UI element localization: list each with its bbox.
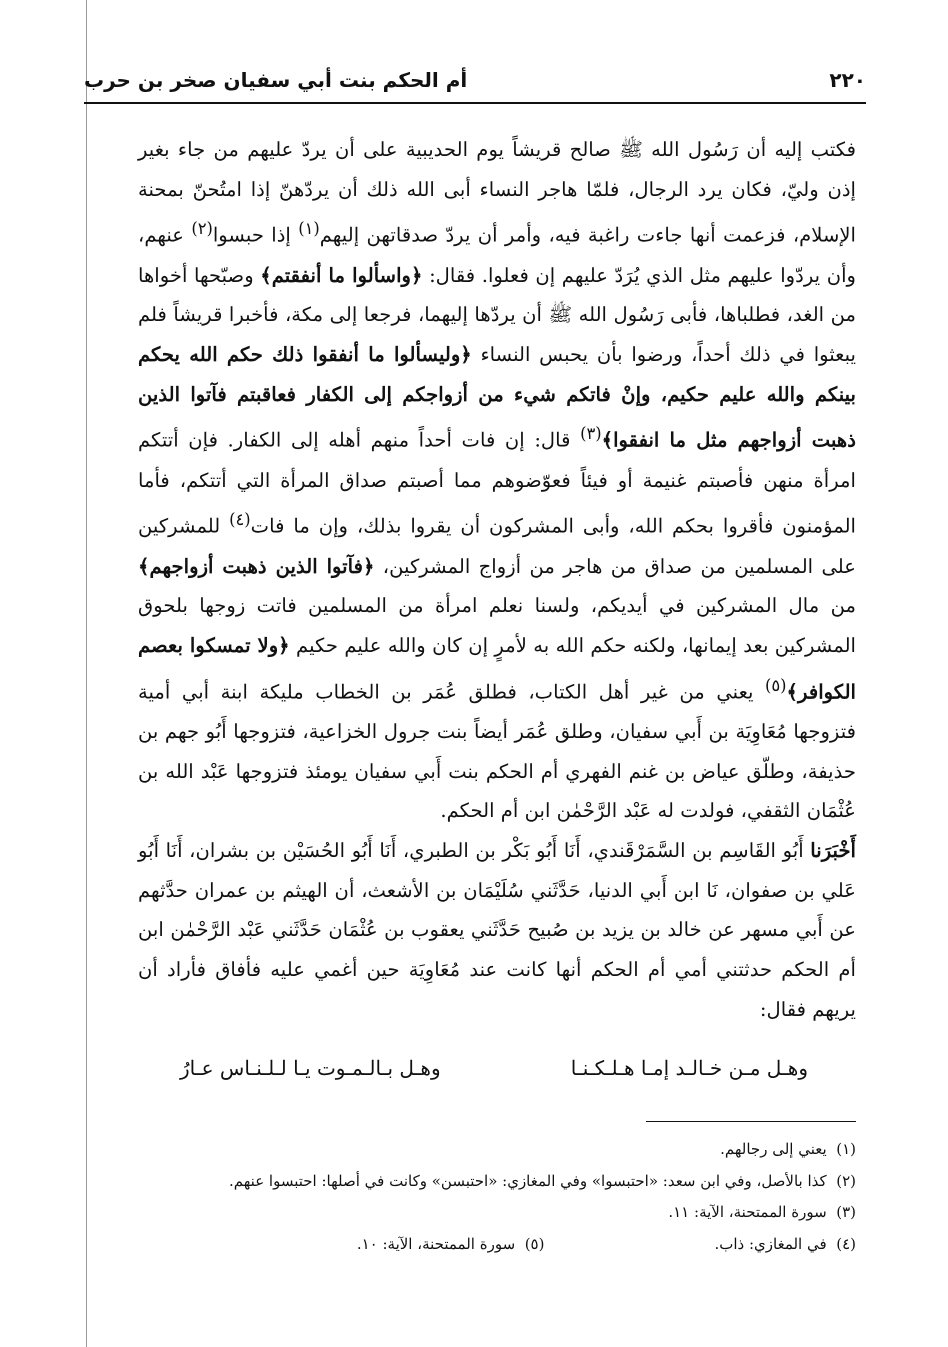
footnote-rule xyxy=(646,1121,856,1122)
footnote-ref-5: (٥) xyxy=(765,675,787,695)
text-span: يعني من غير أهل الكتاب، فطلق عُمَر بن الخطاب مليكة ابنة أبي أمية فتزوجها مُعَاوِيَة بن أَبي سفيان، وطلق عُمَر أيضاً بنت جرول الخزاعية، فتزوجها أَبُو جهم بن حذيفة، وطلّق عياض بن غنم الفهري أم الحكم بنت أَبي سفيان يومئذ فتزوجها عَبْد الله بن عُثْمَان الثقفي، فولدت له عَبْد الرَّحْمٰن ابن أم الحكم. xyxy=(138,680,856,823)
quran-quote: ﴿وليسألوا ما أنفقوا ذلك حكم الله يحكم بينكم والله عليم حكيم، وإنْ فاتكم شيء من أزواجكم إلى الكفار فعاقبتم فآتوا الذين ذهبت أزواجهم مثل ما انفقوا﴾ xyxy=(138,343,856,452)
footnote-number: (٣) xyxy=(836,1203,856,1221)
text-span: فكتب إليه أن رَسُول الله ﷺ صالح قريشاً يوم الحديبية على أن يردّ عليهم من جاء بغير إذن وليّ، فكان يرد الرجال، فلمّا هاجر النساء أبى الله ذلك أن يردّهنّ إذا امتُحنّ بمحنة الإسلام، فزعمت أنها جاءت راغبة فيه، وأمر أن يردّ صدقاتهن إليهم xyxy=(138,138,857,247)
page-edge-line xyxy=(86,0,87,1347)
text-span: عنهم، وأن يردّوا عليهم مثل الذي يُرَدّ عليهم إن فعلوا. فقال: xyxy=(138,223,857,287)
footnote-4-5 xyxy=(120,1229,856,1261)
quran-quote: ﴿واسألوا ما أنفقتم﴾ xyxy=(260,263,423,287)
isnad-lead: أَخْبَرَنا xyxy=(810,839,856,863)
header-title: أم الحكم بنت أبي سفيان صخر بن حرب xyxy=(84,68,468,92)
footnote-number: (٢) xyxy=(836,1171,856,1190)
text-span: أَبُو القَاسِم بن السَّمَرْقَندي، أَنَا أَبُو بَكْر بن الطبري، أَنَا أَبُو الحُسَيْن بن بشران، أَنَا أَبُو عَلي بن صفوان، نَا ابن أَبي الدنيا، حَدَّثَني سُلَيْمَان بن الأشعث، أن الهيثم بن عمران حدَّثهم عن أَبي مسهر عن خالد بن يزيد بن صُبيح حَدَّثَني يعقوب بن عُثْمَان حَدَّثَني عَبْد الرَّحْمٰن ابن أم الحكم حدثتني أمي أم الحكم أنها كانت عند مُعَاوِيَة حين أغمي عليه فأفاق فأراد أن يريهم فقال: xyxy=(138,839,856,1021)
footnote-text: في المغازي: ذاب. xyxy=(714,1234,827,1253)
text-span: قال: إن فات أحداً منهم أهله إلى الكفار. فإن أتتكم امرأة منهن فأصبتم غنيمة أو فيئاً فعوّضوهم مما أصبتم صداق المرأة التي أتتكم، فأما المؤمنون فأقروا بحكم الله، وأبى المشركون أن يقروا بذلك، وإن ما فات xyxy=(138,428,857,538)
footnote-ref-4: (٤) xyxy=(229,510,251,530)
footnote-2 xyxy=(120,1166,856,1198)
quran-quote: ﴿ولا تمسكوا بعصم الكوافر﴾ xyxy=(138,634,856,704)
paragraph-2 xyxy=(138,831,856,1030)
text-span: من مال المشركين في أيديكم، ولسنا نعلم امرأة من المسلمين فاتت زوجها بلحوق المشركين بعد إيمانها، ولكنه حكم الله به لأمرٍ إن كان والله عليم حكيم xyxy=(138,594,856,658)
poetry-verse xyxy=(180,1056,808,1080)
text-span: للمشركين على المسلمين من صداق من هاجر من أزواج المشركين، xyxy=(138,514,856,578)
text-span: وصبّحها أخواها من الغد، فطلباها، فأبى رَسُول الله ﷺ أن يردّها إليهما، فرجعا إلى مكة، فأخبرا قريشاً فلم يبعثوا في ذلك أحداً، ورضوا بأن يحبس النساء xyxy=(138,263,856,367)
main-text xyxy=(138,130,856,1030)
footnote-number: (٤) xyxy=(836,1234,856,1253)
footnote-number: (١) xyxy=(836,1140,856,1158)
footnotes xyxy=(120,1134,856,1260)
footnote-text: كذا بالأصل، وفي ابن سعد: «احتبسوا» وفي المغازي: «احتبسن» وكانت في أصلها: احتبسوا عنهم. xyxy=(229,1171,827,1190)
footnote-number: (٥) xyxy=(524,1234,545,1253)
footnote-ref-1: (١) xyxy=(298,219,320,239)
verse-hemistich-right: وهـل مـن خـالـد إمـا هـلـكـنـا xyxy=(570,1056,808,1080)
footnote-ref-2: (٢) xyxy=(191,219,213,239)
running-header xyxy=(84,62,866,98)
footnote-text: يعني إلى رجالهم. xyxy=(720,1140,827,1158)
footnote-text: سورة الممتحنة، الآية: ١٠. xyxy=(356,1234,516,1253)
header-rule xyxy=(84,102,866,104)
quran-quote: ﴿فآتوا الذين ذهبت أزواجهم﴾ xyxy=(138,554,375,578)
text-span: إذا حبسوا xyxy=(212,223,299,247)
footnote-ref-3: (٣) xyxy=(580,424,602,444)
paragraph-1 xyxy=(138,130,856,831)
footnote-1 xyxy=(120,1134,856,1166)
verse-hemistich-left: وهـل بـالـمـوت يـا لـلـنـاس عـارُ xyxy=(180,1056,441,1080)
footnote-text: سورة الممتحنة، الآية: ١١. xyxy=(668,1203,827,1221)
footnote-3 xyxy=(120,1197,856,1229)
page-number: ٢٢٠ xyxy=(829,68,866,92)
